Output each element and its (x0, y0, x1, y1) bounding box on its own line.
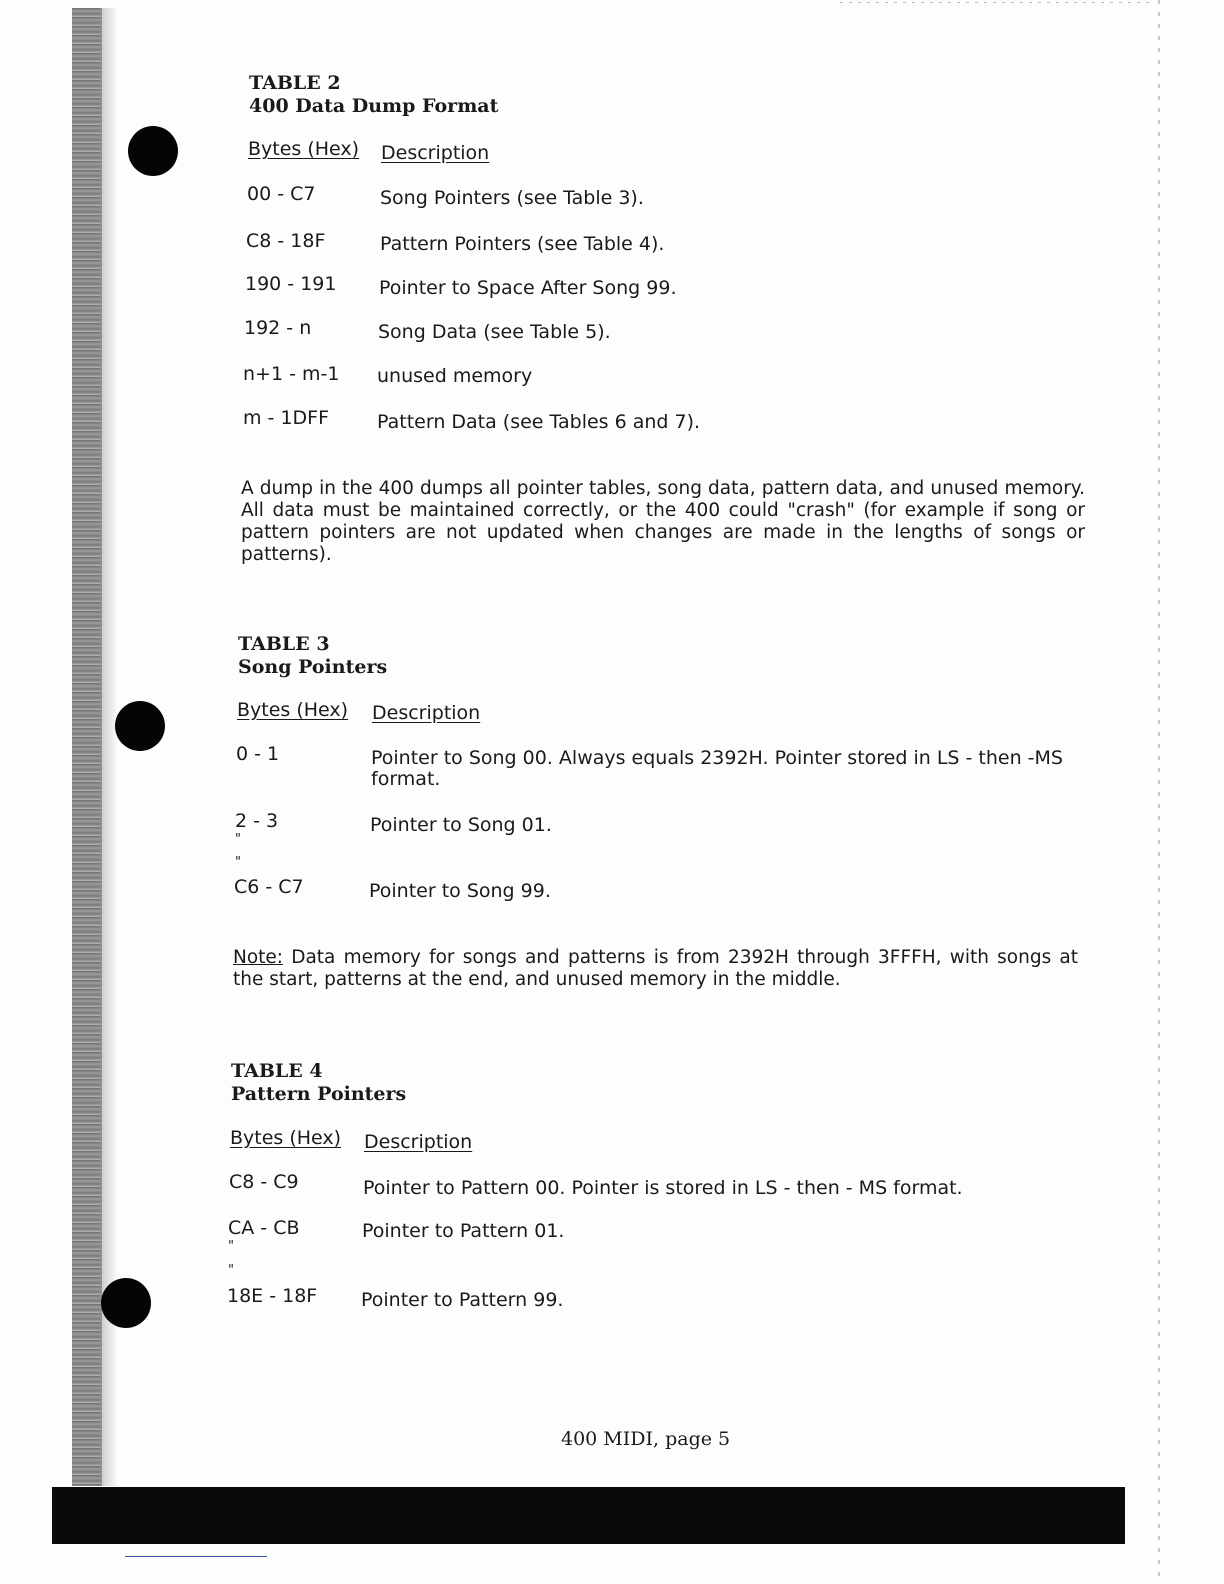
table3-row-bytes: 2 - 3 (235, 810, 279, 832)
table3-ditto-mark: " (235, 855, 241, 870)
table3-ditto-mark: " (235, 832, 241, 847)
scan-right-edge (1158, 0, 1160, 1584)
scan-binding-edge (72, 8, 102, 1486)
punch-hole-middle (115, 701, 165, 751)
table3-row-description: Pointer to Song 99. (369, 880, 551, 902)
note-label: Note: (233, 947, 284, 968)
table2-row-bytes: 192 - n (244, 317, 312, 339)
scan-bottom-line (125, 1556, 267, 1557)
table3-header-bytes: Bytes (Hex) (237, 699, 349, 721)
table3-row-description: Pointer to Song 01. (370, 814, 552, 836)
table4-ditto-mark: " (228, 1239, 234, 1254)
paragraph-dump-warning: A dump in the 400 dumps all pointer tables, song data, pattern data, and unused memory. All data must be maintained correctly, or the 400 could "crash" (for example if song or pattern pointers are not updated when changes are made in the lengths of songs or patterns). (241, 478, 1085, 565)
table4 (231, 1060, 406, 1106)
table4-header-bytes: Bytes (Hex) (230, 1127, 342, 1149)
punch-hole-bottom (101, 1278, 151, 1328)
punch-hole-top (128, 126, 178, 176)
table2-row-bytes: m - 1DFF (243, 407, 330, 429)
table4-row-bytes: CA - CB (228, 1217, 300, 1239)
table3-header-description: Description (372, 702, 481, 724)
scan-top-dots (840, 2, 1150, 3)
table2-label: TABLE 2 (249, 72, 341, 94)
table3-row-bytes: C6 - C7 (234, 876, 304, 898)
table2-header-bytes: Bytes (Hex) (248, 138, 360, 160)
table3-row-description: Pointer to Song 00. Always equals 2392H. Pointer stored in LS - then -MS format. (371, 747, 1063, 790)
table4-header-description: Description (364, 1131, 473, 1153)
table2-row-description: Song Data (see Table 5). (378, 321, 611, 343)
table2 (249, 72, 498, 118)
scan-binding-shadow (100, 8, 118, 1486)
table3-row-bytes: 0 - 1 (236, 743, 280, 765)
table4-row-description: Pointer to Pattern 99. (361, 1289, 564, 1311)
scan-bottom-bar (52, 1487, 1125, 1544)
table2-row-bytes: 190 - 191 (245, 273, 337, 295)
table2-row-description: Pattern Pointers (see Table 4). (380, 233, 665, 255)
table4-row-description: Pointer to Pattern 00. Pointer is stored in LS - then - MS format. (363, 1177, 963, 1199)
table2-row-description: Song Pointers (see Table 3). (380, 187, 644, 209)
table3-subtitle: Song Pointers (238, 656, 388, 678)
table2-subtitle: 400 Data Dump Format (249, 95, 499, 117)
table2-row-bytes: n+1 - m-1 (243, 363, 340, 385)
table3-label: TABLE 3 (238, 633, 330, 655)
table3 (238, 633, 387, 679)
table2-row-bytes: 00 - C7 (247, 183, 316, 205)
table4-ditto-mark: " (228, 1263, 234, 1278)
table2-row-bytes: C8 - 18F (246, 230, 326, 252)
page-footer: 400 MIDI, page 5 (561, 1428, 731, 1450)
note-paragraph (233, 947, 1078, 991)
note-text: Data memory for songs and patterns is from 2392H through 3FFFH, with songs at the start, patterns at the end, and unused memory in the middle. (233, 947, 1078, 990)
table4-row-bytes: 18E - 18F (227, 1285, 318, 1307)
table2-row-description: Pattern Data (see Tables 6 and 7). (377, 411, 701, 433)
table4-row-description: Pointer to Pattern 01. (362, 1220, 565, 1242)
table4-row-bytes: C8 - C9 (229, 1171, 299, 1193)
table2-header-description: Description (381, 142, 490, 164)
table4-label: TABLE 4 (231, 1060, 323, 1082)
table2-row-description: unused memory (377, 365, 533, 387)
table4-subtitle: Pattern Pointers (231, 1083, 407, 1105)
table2-row-description: Pointer to Space After Song 99. (379, 277, 677, 299)
